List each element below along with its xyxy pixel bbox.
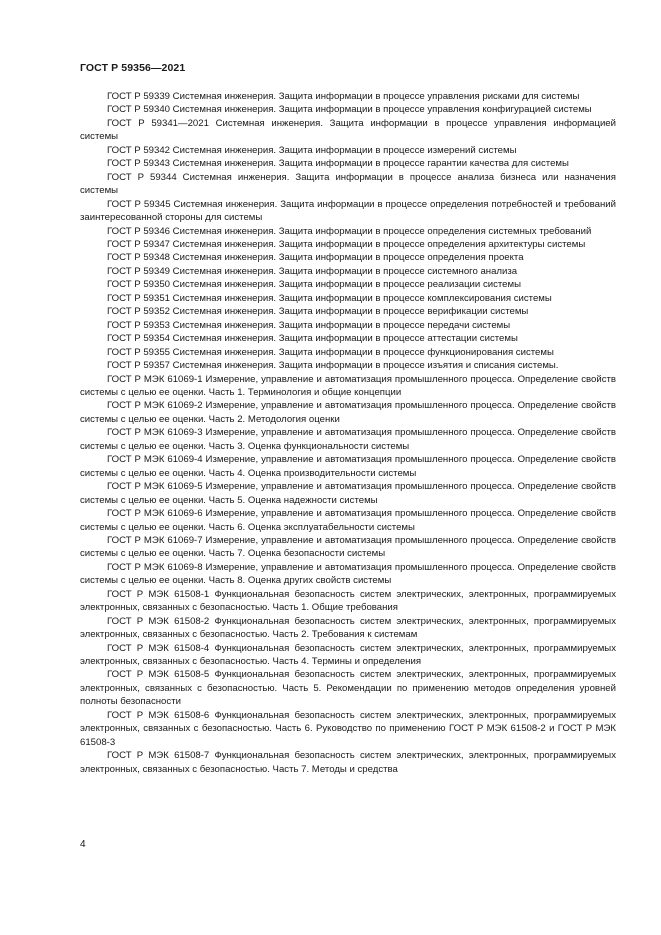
- reference-entry: ГОСТ Р МЭК 61069-5 Измерение, управление и автоматизация промышленного процесса. Определение свойств системы с целью ее оценки. Часть 5. Оценка надежности системы: [80, 481, 616, 506]
- reference-entry: ГОСТ Р 59343 Системная инженерия. Защита информации в процессе гарантии качества для системы: [107, 158, 569, 170]
- reference-entry: ГОСТ Р МЭК 61508-4 Функциональная безопасность систем электрических, электронных, программируемых электронных, связанных с безопасностью. Часть 4. Термины и определения: [80, 642, 616, 668]
- reference-entry: ГОСТ Р 59340 Системная инженерия. Защита информации в процессе управления конфигурацией системы: [107, 104, 592, 116]
- page-number: 4: [80, 839, 86, 850]
- reference-entry: ГОСТ Р МЭК 61508-6 Функциональная безопасность систем электрических, электронных, программируемых электронных, связанных с безопасностью. Часть 6. Руководство по применению ГОСТ Р МЭК 61508-2 и ГОСТ Р МЭК 61508-3: [80, 709, 616, 748]
- reference-entry: ГОСТ Р МЭК 61069-1 Измерение, управление и автоматизация промышленного процесса. Определение свойств системы с целью ее оценки. Часть 1. Терминология и общие концепции: [80, 373, 616, 398]
- reference-entry: ГОСТ Р МЭК 61069-2 Измерение, управление и автоматизация промышленного процесса. Определение свойств системы с целью ее оценки. Часть 2. Методология оценки: [80, 400, 616, 425]
- reference-entry: ГОСТ Р 59348 Системная инженерия. Защита информации в процессе определения проекта: [107, 252, 524, 264]
- reference-entry: ГОСТ Р 59339 Системная инженерия. Защита информации в процессе управления рисками для системы: [107, 91, 580, 102]
- reference-entry: ГОСТ Р 59357 Системная инженерия. Защита информации в процессе изъятия и списания системы.: [107, 360, 559, 372]
- reference-entry: ГОСТ Р 59347 Системная инженерия. Защита информации в процессе определения архитектуры системы: [107, 238, 586, 250]
- document-header: ГОСТ Р 59356—2021: [80, 62, 186, 74]
- reference-entry: ГОСТ Р 59355 Системная инженерия. Защита информации в процессе функционирования системы: [107, 346, 554, 358]
- reference-entry: ГОСТ Р 59346 Системная инженерия. Защита информации в процессе определения системных требований: [107, 225, 592, 237]
- reference-entry: ГОСТ Р 59341—2021 Системная инженерия. Защита информации в процессе управления информацией системы: [80, 117, 616, 143]
- references-list: [80, 90, 616, 776]
- reference-entry: ГОСТ Р 59342 Системная инженерия. Защита информации в процессе измерений системы: [107, 144, 517, 156]
- reference-entry: ГОСТ Р МЭК 61508-7 Функциональная безопасность систем электрических, электронных, программируемых электронных, связанных с безопасностью. Часть 7. Методы и средства: [80, 750, 616, 775]
- reference-entry: ГОСТ Р МЭК 61069-4 Измерение, управление и автоматизация промышленного процесса. Определение свойств системы с целью ее оценки. Часть 4. Оценка производительности системы: [80, 454, 616, 479]
- reference-entry: ГОСТ Р 59353 Системная инженерия. Защита информации в процессе передачи системы: [107, 319, 511, 331]
- reference-entry: ГОСТ Р 59354 Системная инженерия. Защита информации в процессе аттестации системы: [107, 333, 518, 345]
- reference-entry: ГОСТ Р МЭК 61508-1 Функциональная безопасность систем электрических, электронных, программируемых электронных, связанных с безопасностью. Часть 1. Общие требования: [80, 588, 616, 614]
- reference-entry: ГОСТ Р МЭК 61069-8 Измерение, управление и автоматизация промышленного процесса. Определение свойств системы с целью ее оценки. Часть 8. Оценка других свойств системы: [80, 561, 616, 587]
- reference-entry: ГОСТ Р 59345 Системная инженерия. Защита информации в процессе определения потребностей и требований заинтересованной стороны для системы: [80, 198, 616, 224]
- reference-entry: ГОСТ Р МЭК 61069-7 Измерение, управление и автоматизация промышленного процесса. Определение свойств системы с целью ее оценки. Часть 7. Оценка безопасности системы: [80, 534, 616, 560]
- reference-entry: ГОСТ Р 59352 Системная инженерия. Защита информации в процессе верификации системы: [107, 306, 529, 318]
- reference-entry: ГОСТ Р 59344 Системная инженерия. Защита информации в процессе анализа бизнеса или назначения системы: [80, 171, 616, 197]
- reference-entry: ГОСТ Р 59349 Системная инженерия. Защита информации в процессе системного анализа: [107, 265, 518, 277]
- reference-entry: ГОСТ Р МЭК 61069-6 Измерение, управление и автоматизация промышленного процесса. Определение свойств системы с целью ее оценки. Часть 6. Оценка эксплуатабельности системы: [80, 508, 616, 533]
- reference-entry: ГОСТ Р МЭК 61508-2 Функциональная безопасность систем электрических, электронных, программируемых электронных, связанных с безопасностью. Часть 2. Требования к системам: [80, 615, 616, 641]
- reference-entry: ГОСТ Р 59350 Системная инженерия. Защита информации в процессе реализации системы: [107, 279, 522, 291]
- reference-entry: ГОСТ Р МЭК 61508-5 Функциональная безопасность систем электрических, электронных, программируемых электронных, связанных с безопасностью. Часть 5. Рекомендации по применению методов определения уровней полноты безопасности: [80, 669, 616, 708]
- reference-entry: ГОСТ Р МЭК 61069-3 Измерение, управление и автоматизация промышленного процесса. Определение свойств системы с целью ее оценки. Часть 3. Оценка функциональности системы: [80, 427, 616, 452]
- reference-entry: ГОСТ Р 59351 Системная инженерия. Защита информации в процессе комплексирования системы: [107, 292, 552, 304]
